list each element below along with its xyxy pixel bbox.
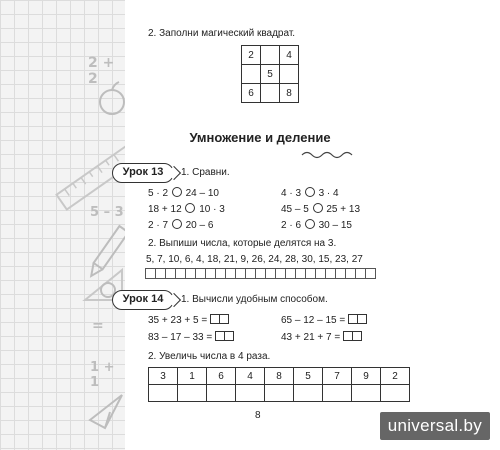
- number-sequence: 5, 7, 10, 6, 4, 18, 21, 9, 26, 24, 28, 30, 15, 23, 27: [146, 254, 363, 265]
- expression-row: [148, 331, 234, 344]
- compare-row: [148, 219, 213, 232]
- expression-row: [281, 331, 362, 344]
- expression-row: [281, 314, 367, 327]
- compare-expr: 30 – 15: [318, 220, 352, 231]
- compare-expr: 2 · 6: [281, 220, 302, 231]
- compare-circle-input[interactable]: [172, 187, 182, 197]
- answer-cell[interactable]: [381, 385, 410, 402]
- expression: 35 + 23 + 5 =: [148, 315, 208, 326]
- table-row: [149, 368, 410, 385]
- section-title: Умножение и деление: [189, 130, 331, 145]
- compare-expr: 4 · 3: [281, 188, 302, 199]
- compare-expr: 18 + 12: [148, 204, 182, 215]
- grid-cell[interactable]: [365, 268, 376, 279]
- lesson-14-tab: Урок 14: [112, 290, 174, 310]
- decorative-grid-strip: [0, 0, 125, 450]
- expression: 83 – 17 – 33 =: [148, 332, 213, 343]
- answer-cell[interactable]: [294, 385, 323, 402]
- compare-row: [281, 219, 352, 232]
- answer-box[interactable]: [357, 314, 367, 324]
- table-cell: 2: [381, 368, 410, 385]
- answer-cell[interactable]: [236, 385, 265, 402]
- table-cell: 6: [207, 368, 236, 385]
- answer-box[interactable]: [224, 331, 234, 341]
- watermark: universal.by: [380, 412, 490, 440]
- wavy-underline-icon: [300, 150, 360, 160]
- task-magic-square-label: 2. Заполни магический квадрат.: [148, 28, 296, 39]
- compare-expr: 24 – 10: [185, 188, 219, 199]
- compare-circle-input[interactable]: [305, 187, 315, 197]
- lesson13-task2-label: 2. Выпиши числа, которые делятся на 3.: [148, 238, 337, 249]
- magic-cell[interactable]: 8: [280, 84, 299, 103]
- answer-cell[interactable]: [207, 385, 236, 402]
- answer-box[interactable]: [219, 314, 229, 324]
- magic-cell[interactable]: 6: [242, 84, 261, 103]
- expression: 43 + 21 + 7 =: [281, 332, 341, 343]
- multiply-table: [148, 367, 410, 402]
- answer-box[interactable]: [352, 331, 362, 341]
- compare-expr: 10 · 3: [199, 204, 225, 215]
- lesson-13-tab: Урок 13: [112, 163, 174, 183]
- compare-expr: 2 · 7: [148, 220, 169, 231]
- table-row: [149, 385, 410, 402]
- magic-square: [241, 45, 299, 103]
- compare-row: [148, 187, 219, 200]
- compare-expr: 5 · 2: [148, 188, 169, 199]
- table-cell: 4: [236, 368, 265, 385]
- doodle-text: =: [92, 318, 104, 334]
- compare-expr: 45 – 5: [281, 204, 309, 215]
- magic-cell[interactable]: [280, 65, 299, 84]
- compare-expr: 25 + 13: [326, 204, 361, 215]
- expression: 65 – 12 – 15 =: [281, 315, 346, 326]
- table-cell: 5: [294, 368, 323, 385]
- table-cell: 3: [149, 368, 178, 385]
- page-number: 8: [255, 410, 261, 421]
- answer-grid-row[interactable]: [145, 268, 375, 279]
- compare-circle-input[interactable]: [172, 219, 182, 229]
- answer-cell[interactable]: [323, 385, 352, 402]
- magic-cell[interactable]: 5: [261, 65, 280, 84]
- table-cell: 9: [352, 368, 381, 385]
- compare-circle-input[interactable]: [313, 203, 323, 213]
- magic-cell[interactable]: 4: [280, 46, 299, 65]
- compare-circle-input[interactable]: [185, 203, 195, 213]
- lesson13-task1-label: 1. Сравни.: [181, 167, 230, 178]
- compare-row: [281, 187, 339, 200]
- expression-row: [148, 314, 229, 327]
- compare-expr: 20 – 6: [185, 220, 214, 231]
- table-cell: 1: [178, 368, 207, 385]
- table-cell: 7: [323, 368, 352, 385]
- lesson14-task2-label: 2. Увеличь числа в 4 раза.: [148, 351, 271, 362]
- compare-expr: 3 · 4: [318, 188, 339, 199]
- answer-cell[interactable]: [149, 385, 178, 402]
- table-cell: 8: [265, 368, 294, 385]
- answer-cell[interactable]: [352, 385, 381, 402]
- answer-cell[interactable]: [265, 385, 294, 402]
- doodle-text: 1 + 1: [90, 360, 115, 390]
- magic-cell[interactable]: 2: [242, 46, 261, 65]
- compare-row: [148, 203, 225, 216]
- magic-cell[interactable]: [261, 46, 280, 65]
- doodle-text: 5 – 3: [90, 205, 124, 220]
- compare-row: [281, 203, 360, 216]
- doodle-text: 2 + 2: [88, 55, 115, 87]
- magic-cell[interactable]: [242, 65, 261, 84]
- compare-circle-input[interactable]: [305, 219, 315, 229]
- magic-cell[interactable]: [261, 84, 280, 103]
- lesson14-task1-label: 1. Вычисли удобным способом.: [181, 294, 328, 305]
- answer-cell[interactable]: [178, 385, 207, 402]
